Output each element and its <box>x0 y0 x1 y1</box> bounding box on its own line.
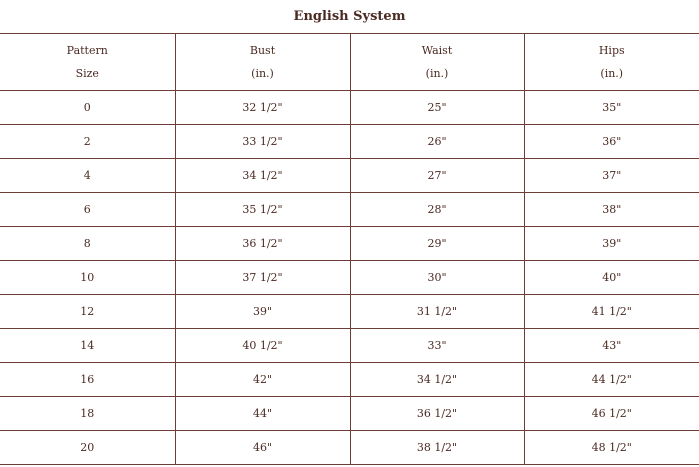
waist-cell: 25" <box>350 91 524 125</box>
pattern-size-cell: 0 <box>0 91 175 125</box>
bust-cell: 36 1/2" <box>175 227 350 261</box>
header-row <box>0 34 699 91</box>
bust-cell: 44" <box>175 397 350 431</box>
header-unit: (in.) <box>425 67 449 80</box>
header-label: Pattern <box>66 44 108 57</box>
header-pattern-size <box>0 34 175 91</box>
hips-cell: 37" <box>524 159 699 193</box>
waist-cell: 33" <box>350 329 524 363</box>
size-chart-table <box>0 33 699 465</box>
table-row <box>0 295 699 329</box>
header-bust <box>175 34 350 91</box>
pattern-size-cell: 12 <box>0 295 175 329</box>
bust-cell: 42" <box>175 363 350 397</box>
bust-cell: 34 1/2" <box>175 159 350 193</box>
table-row <box>0 159 699 193</box>
waist-cell: 30" <box>350 261 524 295</box>
table-row <box>0 397 699 431</box>
hips-cell: 39" <box>524 227 699 261</box>
bust-cell: 39" <box>175 295 350 329</box>
table-row <box>0 193 699 227</box>
bust-cell: 32 1/2" <box>175 91 350 125</box>
hips-cell: 48 1/2" <box>524 431 699 465</box>
pattern-size-cell: 4 <box>0 159 175 193</box>
header-unit: (in.) <box>251 67 274 80</box>
pattern-size-cell: 8 <box>0 227 175 261</box>
table-row <box>0 125 699 159</box>
pattern-size-cell: 2 <box>0 125 175 159</box>
waist-cell: 29" <box>350 227 524 261</box>
header-label: Hips <box>598 44 625 57</box>
bust-cell: 40 1/2" <box>175 329 350 363</box>
table-row <box>0 329 699 363</box>
pattern-size-cell: 10 <box>0 261 175 295</box>
header-label: Bust <box>249 44 276 57</box>
pattern-size-cell: 16 <box>0 363 175 397</box>
hips-cell: 38" <box>524 193 699 227</box>
pattern-size-cell: 20 <box>0 431 175 465</box>
waist-cell: 31 1/2" <box>350 295 524 329</box>
header-unit: (in.) <box>600 67 624 80</box>
pattern-size-cell: 14 <box>0 329 175 363</box>
hips-cell: 36" <box>524 125 699 159</box>
page-title: English System <box>293 9 406 24</box>
table-row <box>0 91 699 125</box>
waist-cell: 26" <box>350 125 524 159</box>
header-hips <box>524 34 699 91</box>
hips-cell: 44 1/2" <box>524 363 699 397</box>
bust-cell: 46" <box>175 431 350 465</box>
table-row <box>0 227 699 261</box>
hips-cell: 43" <box>524 329 699 363</box>
table-row <box>0 431 699 465</box>
pattern-size-cell: 18 <box>0 397 175 431</box>
hips-cell: 46 1/2" <box>524 397 699 431</box>
header-label: Waist <box>421 44 453 57</box>
table-row <box>0 363 699 397</box>
table-body <box>0 91 699 465</box>
hips-cell: 40" <box>524 261 699 295</box>
hips-cell: 41 1/2" <box>524 295 699 329</box>
bust-cell: 37 1/2" <box>175 261 350 295</box>
waist-cell: 38 1/2" <box>350 431 524 465</box>
bust-cell: 35 1/2" <box>175 193 350 227</box>
hips-cell: 35" <box>524 91 699 125</box>
header-waist <box>350 34 524 91</box>
table-row <box>0 261 699 295</box>
pattern-size-cell: 6 <box>0 193 175 227</box>
waist-cell: 36 1/2" <box>350 397 524 431</box>
bust-cell: 33 1/2" <box>175 125 350 159</box>
header-unit: Size <box>75 67 99 80</box>
waist-cell: 34 1/2" <box>350 363 524 397</box>
waist-cell: 27" <box>350 159 524 193</box>
waist-cell: 28" <box>350 193 524 227</box>
